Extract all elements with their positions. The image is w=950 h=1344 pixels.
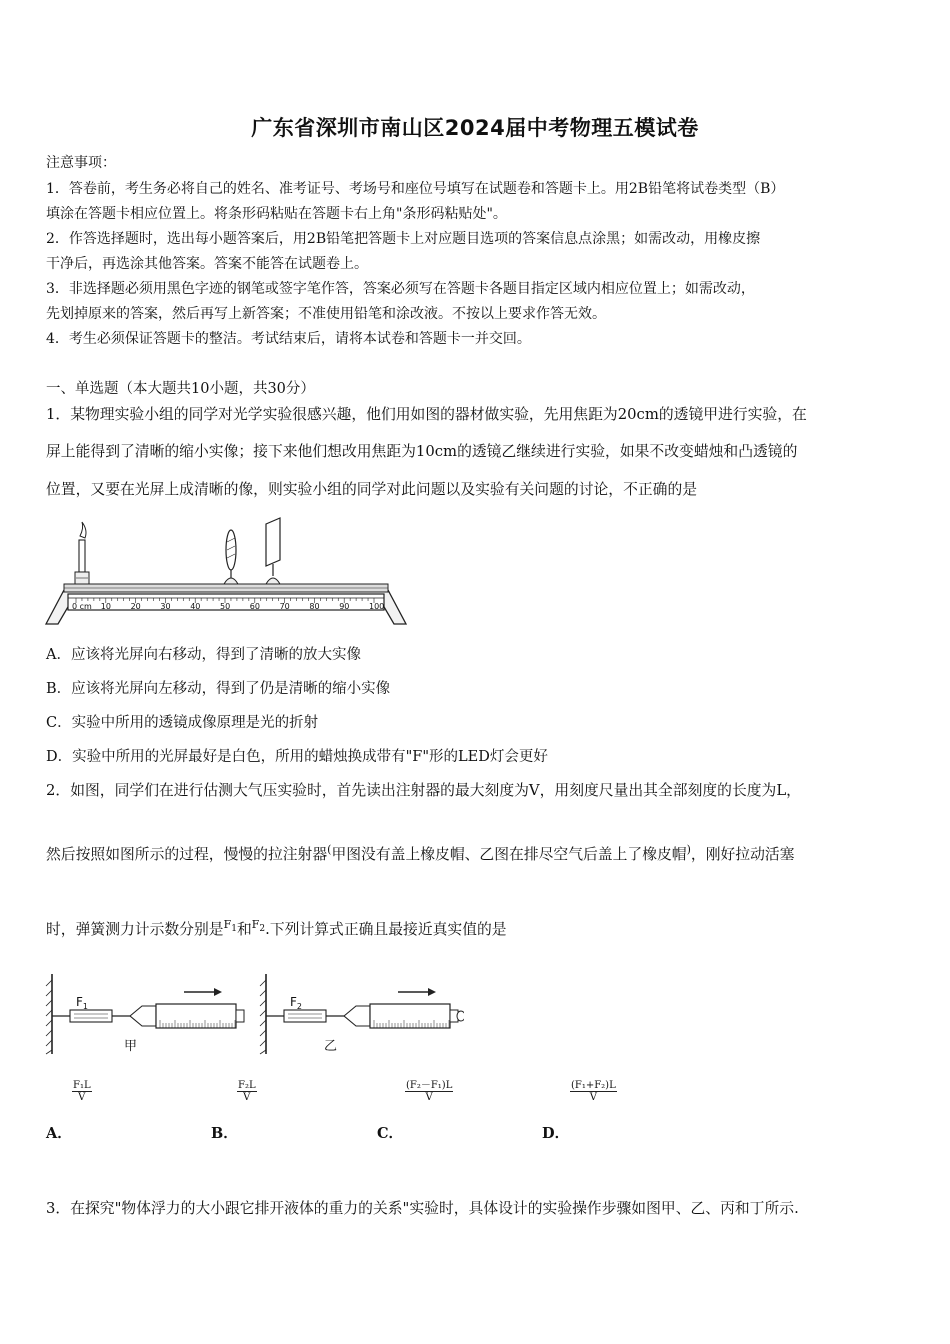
caption-jia: 甲 bbox=[124, 1039, 138, 1054]
option-label: A． bbox=[46, 1125, 72, 1142]
f1-letter: F bbox=[223, 918, 232, 932]
ruler-label: 30 bbox=[160, 602, 171, 611]
text-segment: 然后按照如图所示的过程，慢慢的拉注射器 bbox=[46, 846, 328, 863]
option-label: C． bbox=[377, 1125, 404, 1142]
syringe-setup-yi bbox=[260, 974, 464, 1054]
ruler-label: 80 bbox=[309, 602, 320, 611]
paren-open: ( bbox=[327, 843, 332, 857]
question-1-line: 位置，又要在光屏上成清晰的像，则实验小组的同学对此问题以及实验有关问题的讨论，不正确的是 bbox=[46, 481, 698, 498]
caption-yi: 乙 bbox=[324, 1039, 338, 1054]
formula-numerator: F₁L bbox=[73, 1080, 91, 1091]
option-d[interactable]: D．实验中所用的光屏最好是白色，所用的蜡烛换成带有"F"形的LED灯会更好 bbox=[46, 749, 548, 765]
page-title: 广东省深圳市南山区2024届中考物理五模试卷 bbox=[251, 116, 699, 140]
ruler-label: 60 bbox=[249, 602, 260, 611]
text-segment: 时，弹簧测力计示数分别是 bbox=[46, 921, 224, 938]
light-screen bbox=[266, 518, 280, 584]
option-label: D． bbox=[542, 1125, 570, 1142]
force-label-f1: $F_1$ bbox=[76, 995, 88, 1011]
f2-letter: F bbox=[251, 918, 260, 932]
ruler-label: 50 bbox=[220, 602, 231, 611]
formula-denominator: V bbox=[243, 1092, 251, 1103]
text-segment: .下列计算式正确且最接近真实值的是 bbox=[265, 921, 507, 938]
notice-line: 1．答卷前，考生务必将自己的姓名、准考证号、考场号和座位号填写在试题卷和答题卡上。用2B铅笔将试卷类型（B） bbox=[46, 181, 785, 197]
formula-denominator: V bbox=[78, 1092, 86, 1103]
section-heading: 一、单选题（本大题共10小题，共30分） bbox=[46, 381, 315, 397]
option-a[interactable]: A．应该将光屏向右移动，得到了清晰的放大实像 bbox=[46, 647, 361, 663]
option-label: B． bbox=[211, 1125, 238, 1142]
notice-line: 填涂在答题卡相应位置上。将条形码粘贴在答题卡右上角"条形码粘贴处"。 bbox=[46, 206, 507, 222]
formula-numerator: (F₂－F₁)L bbox=[406, 1080, 453, 1091]
f1-symbol bbox=[223, 918, 237, 935]
formula-denominator: V bbox=[425, 1092, 433, 1103]
notice-line: 干净后，再选涂其他答案。答案不能答在试题卷上。 bbox=[46, 256, 368, 272]
formula bbox=[72, 1080, 92, 1103]
formula-numerator: F₂L bbox=[238, 1080, 256, 1091]
question-2-line bbox=[46, 918, 507, 939]
f1-sub: 1 bbox=[231, 924, 237, 935]
convex-lens bbox=[224, 530, 238, 584]
paren-close: ) bbox=[686, 843, 691, 857]
notice-line: 3．非选择题必须用黑色字迹的钢笔或签字笔作答，答案必须写在答题卡各题目指定区域内相应位置上；如需改动， bbox=[46, 281, 755, 297]
ruler-label: 0 cm bbox=[72, 602, 92, 611]
formula-denominator: V bbox=[589, 1092, 597, 1103]
ruler-label: 20 bbox=[130, 602, 141, 611]
text-segment: ，刚好拉动活塞 bbox=[690, 846, 795, 863]
formula bbox=[405, 1080, 453, 1103]
notice-line: 2．作答选择题时，选出每小题答案后，用2B铅笔把答题卡上对应题目选项的答案信息点涂黑；如需改动，用橡皮擦 bbox=[46, 231, 761, 247]
ruler-label: 90 bbox=[339, 602, 350, 611]
formula bbox=[237, 1080, 257, 1103]
question-1-line: 1．某物理实验小组的同学对光学实验很感兴趣，他们用如图的器材做实验，先用焦距为20cm的透镜甲进行实验，在 bbox=[46, 406, 807, 423]
question-3-line: 3．在探究"物体浮力的大小跟它排开液体的重力的关系"实验时，具体设计的实验操作步骤如图甲、乙、丙和丁所示. bbox=[46, 1200, 799, 1217]
question-2-line: 2．如图，同学们在进行估测大气压实验时，首先读出注射器的最大刻度为V，用刻度尺量出其全部刻度的长度为L， bbox=[46, 782, 801, 799]
syringe-figure bbox=[44, 970, 464, 1060]
ruler-label: 100 bbox=[369, 602, 385, 611]
notice-heading: 注意事项： bbox=[46, 155, 116, 171]
f2-symbol bbox=[251, 918, 266, 935]
question-1-line: 屏上能得到了清晰的缩小实像；接下来他们想改用焦距为10cm的透镜乙继续进行实验，如果不改变蜡烛和凸透镜的 bbox=[46, 443, 798, 460]
notice-line: 先划掉原来的答案，然后再写上新答案；不准使用铅笔和涂改液。不按以上要求作答无效。 bbox=[46, 306, 606, 322]
ruler-label: 70 bbox=[279, 602, 290, 611]
ruler-label: 40 bbox=[190, 602, 201, 611]
syringe-setup-jia bbox=[46, 974, 244, 1054]
notice-line: 4．考生必须保证答题卡的整洁。考试结束后，请将本试卷和答题卡一并交回。 bbox=[46, 331, 531, 347]
formula bbox=[570, 1080, 617, 1103]
optical-bench-figure bbox=[44, 514, 414, 630]
question-2-line bbox=[46, 843, 794, 864]
option-c[interactable]: C．实验中所用的透镜成像原理是光的折射 bbox=[46, 715, 319, 731]
force-label-f2: $F_2$ bbox=[290, 995, 302, 1011]
formula-numerator: (F₁+F₂)L bbox=[571, 1080, 616, 1091]
text-segment: 和 bbox=[236, 921, 252, 938]
ruler-label: 10 bbox=[100, 602, 111, 611]
f2-sub: 2 bbox=[259, 924, 266, 935]
option-b[interactable]: B．应该将光屏向左移动，得到了仍是清晰的缩小实像 bbox=[46, 681, 391, 697]
text-segment: 甲图没有盖上橡皮帽、乙图在排尽空气后盖上了橡皮帽 bbox=[331, 846, 687, 863]
candle bbox=[75, 522, 89, 584]
